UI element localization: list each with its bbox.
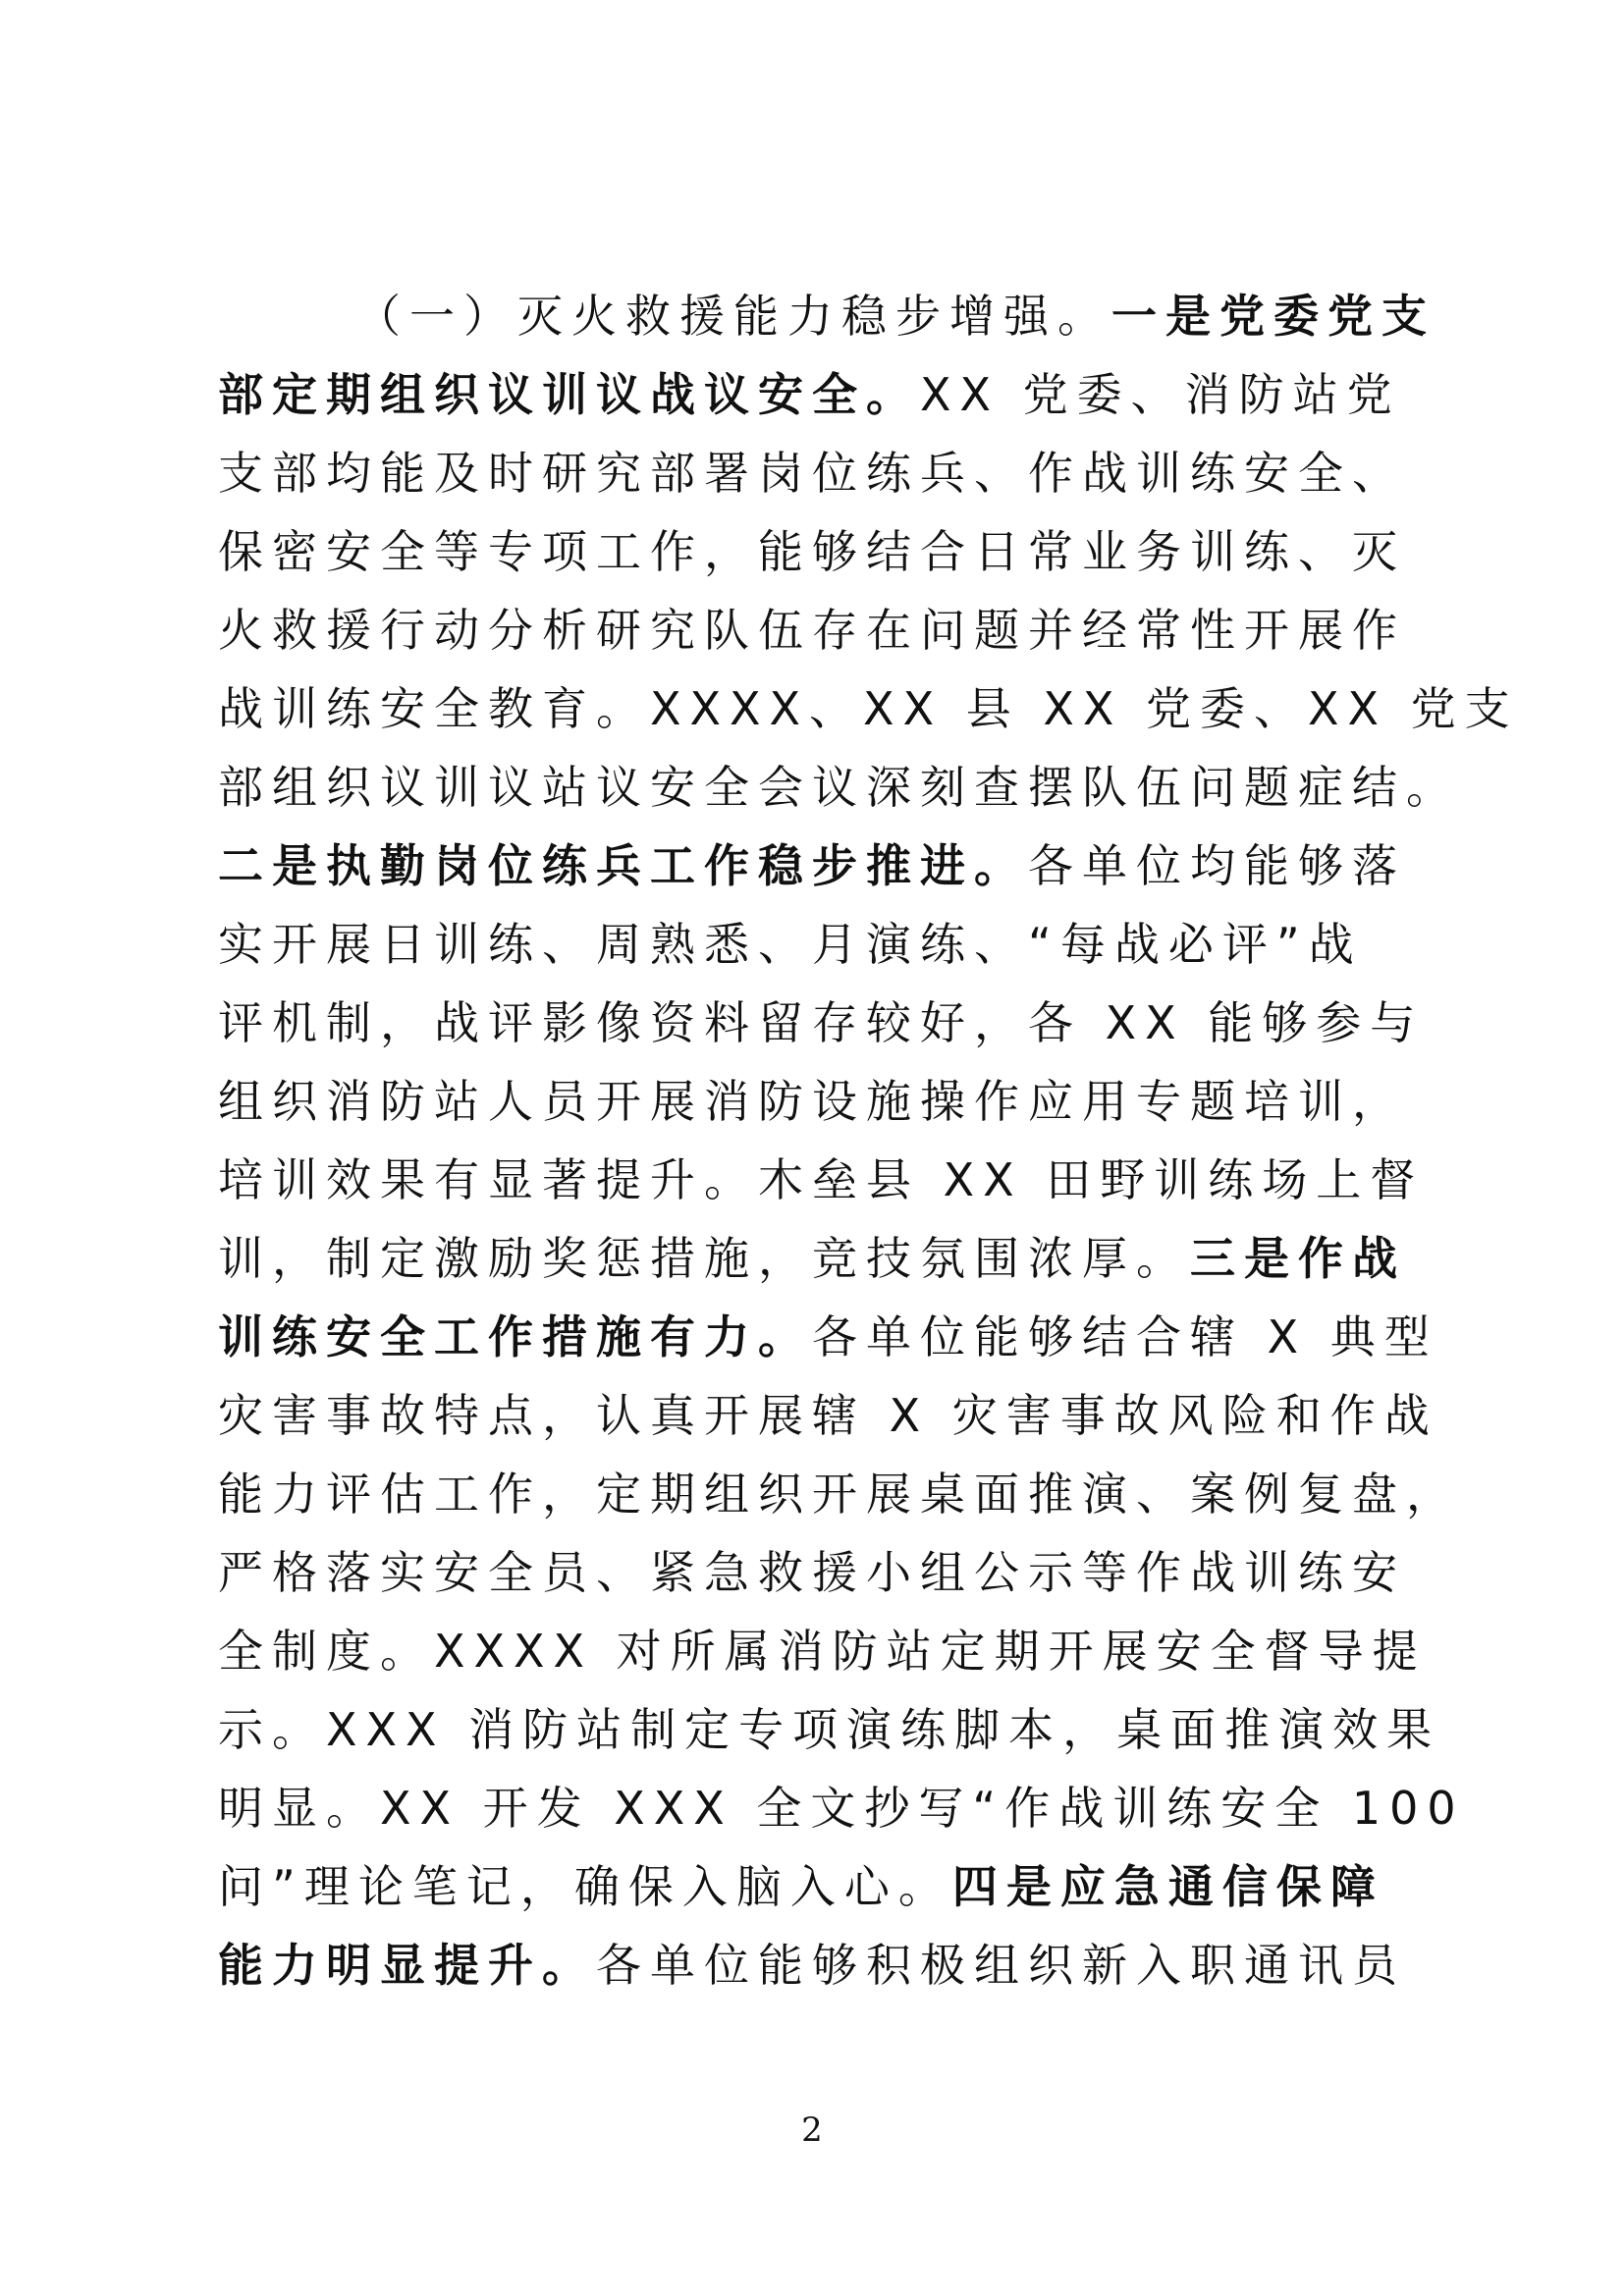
text-line-13: 训，制定激励奖惩措施，竞技氛围浓厚。三是作战 xyxy=(218,1232,1406,1285)
text-line-12: 培训效果有显著提升。木垒县 XX 田野训练场上督 xyxy=(218,1153,1425,1206)
text-line-20: 明显。XX 开发 XXX 全文抄写“作战训练安全 100 xyxy=(218,1782,1465,1835)
page-number: 2 xyxy=(801,2110,823,2150)
text-line-2: 部定期组织议训议战议安全。XX 党委、消防站党 xyxy=(218,368,1401,421)
text-line-4: 保密安全等专项工作，能够结合日常业务训练、灭 xyxy=(218,525,1406,578)
body-text xyxy=(218,277,1519,2004)
text-line-3: 支部均能及时研究部署岗位练兵、作战训练安全、 xyxy=(218,447,1406,500)
text-line-19: 示。XXX 消防站制定专项演练脚本，桌面推演效果 xyxy=(218,1703,1441,1756)
text-line-1: （一）灭火救援能力稳步增强。一是党委党支 xyxy=(355,290,1435,343)
text-line-7: 部组织议训议站议安全会议深刻查摆队伍问题症结。 xyxy=(218,761,1460,814)
text-line-6: 战训练安全教育。XXXX、XX 县 XX 党委、XX 党支 xyxy=(218,682,1519,735)
text-line-11: 组织消防站人员开展消防设施操作应用专题培训， xyxy=(218,1075,1406,1128)
text-line-5: 火救援行动分析研究队伍存在问题并经常性开展作 xyxy=(218,604,1406,657)
text-line-18: 全制度。XXXX 对所属消防站定期开展安全督导提 xyxy=(218,1625,1427,1678)
text-line-8: 二是执勤岗位练兵工作稳步推进。各单位均能够落 xyxy=(218,839,1406,892)
text-line-10: 评机制，战评影像资料留存较好，各 XX 能够参与 xyxy=(218,996,1425,1049)
text-line-9: 实开展日训练、周熟悉、月演练、“每战必评”战 xyxy=(218,918,1363,971)
text-line-15: 灾害事故特点，认真开展辖 X 灾害事故风险和作战 xyxy=(218,1389,1438,1442)
text-line-14: 训练安全工作措施有力。各单位能够结合辖 X 典型 xyxy=(218,1310,1438,1363)
text-line-16: 能力评估工作，定期组织开展桌面推演、案例复盘， xyxy=(218,1468,1460,1521)
text-line-17: 严格落实安全员、紧急救援小组公示等作战训练安 xyxy=(218,1546,1406,1599)
text-line-21: 问”理论笔记，确保入脑入心。四是应急通信保障 xyxy=(218,1860,1384,1913)
text-line-22: 能力明显提升。各单位能够积极组织新入职通讯员 xyxy=(218,1939,1406,1992)
